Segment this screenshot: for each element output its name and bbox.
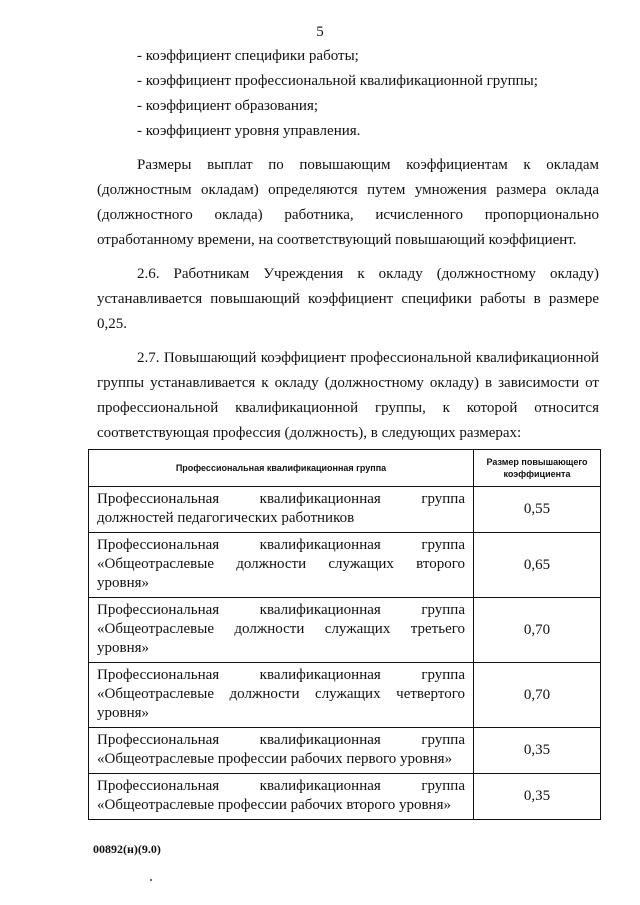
- coefficient-value: 0,35: [474, 728, 601, 774]
- table-row: [89, 533, 601, 598]
- scan-speck: [150, 879, 152, 881]
- list-item: - коэффициент специфики работы;: [137, 48, 359, 64]
- table-row: [89, 598, 601, 663]
- group-name: Профессиональная квалификационная группа «Общеотраслевые профессии рабочих первого уровня»: [89, 728, 474, 774]
- list-item: - коэффициент образования;: [137, 98, 319, 114]
- table-row: [89, 663, 601, 728]
- coefficients-table: [88, 449, 601, 820]
- paragraph-2-6: 2.6. Работникам Учреждения к окладу (должностному окладу) устанавливается повышающий коэффициент специфики работы в размере 0,25.: [97, 266, 599, 332]
- header-coefficient: Размер повышающего коэффициента: [474, 450, 601, 487]
- group-name: Профессиональная квалификационная группа «Общеотраслевые должности служащих третьего уровня»: [89, 598, 474, 663]
- coefficient-value: 0,65: [474, 533, 601, 598]
- paragraph-payment-sizes: Размеры выплат по повышающим коэффициентам к окладам (должностным окладам) определяются путем умножения размера оклада (должностного оклада) работника, исчисленного пропорционально отработанному времени, на соответствующий повышающий коэффициент.: [97, 157, 599, 248]
- coefficient-value: 0,55: [474, 487, 601, 533]
- list-item: - коэффициент уровня управления.: [137, 123, 361, 139]
- coefficient-value: 0,70: [474, 663, 601, 728]
- table-row: [89, 487, 601, 533]
- coefficient-value: 0,35: [474, 774, 601, 820]
- table-header-row: [89, 450, 601, 487]
- page-number: 5: [316, 24, 324, 40]
- group-name: Профессиональная квалификационная группа «Общеотраслевые профессии рабочих второго уровня»: [89, 774, 474, 820]
- paragraph-2-7: 2.7. Повышающий коэффициент профессиональной квалификационной группы устанавливается к окладу (должностному окладу) в зависимости от профессиональной квалификационной группы, к которой относится соответствующая профессия (должность), в следующих размерах:: [97, 350, 599, 441]
- header-group: Профессиональная квалификационная группа: [89, 450, 474, 487]
- coefficient-value: 0,70: [474, 598, 601, 663]
- table-row: [89, 728, 601, 774]
- group-name: Профессиональная квалификационная группа «Общеотраслевые должности служащих второго уровня»: [89, 533, 474, 598]
- document-body: [97, 44, 599, 446]
- group-name: Профессиональная квалификационная группа должностей педагогических работников: [89, 487, 474, 533]
- group-name: Профессиональная квалификационная группа «Общеотраслевые должности служащих четвертого уровня»: [89, 663, 474, 728]
- document-code: 00892(н)(9.0): [93, 842, 161, 856]
- table-row: [89, 774, 601, 820]
- list-item: - коэффициент профессиональной квалификационной группы;: [137, 73, 538, 89]
